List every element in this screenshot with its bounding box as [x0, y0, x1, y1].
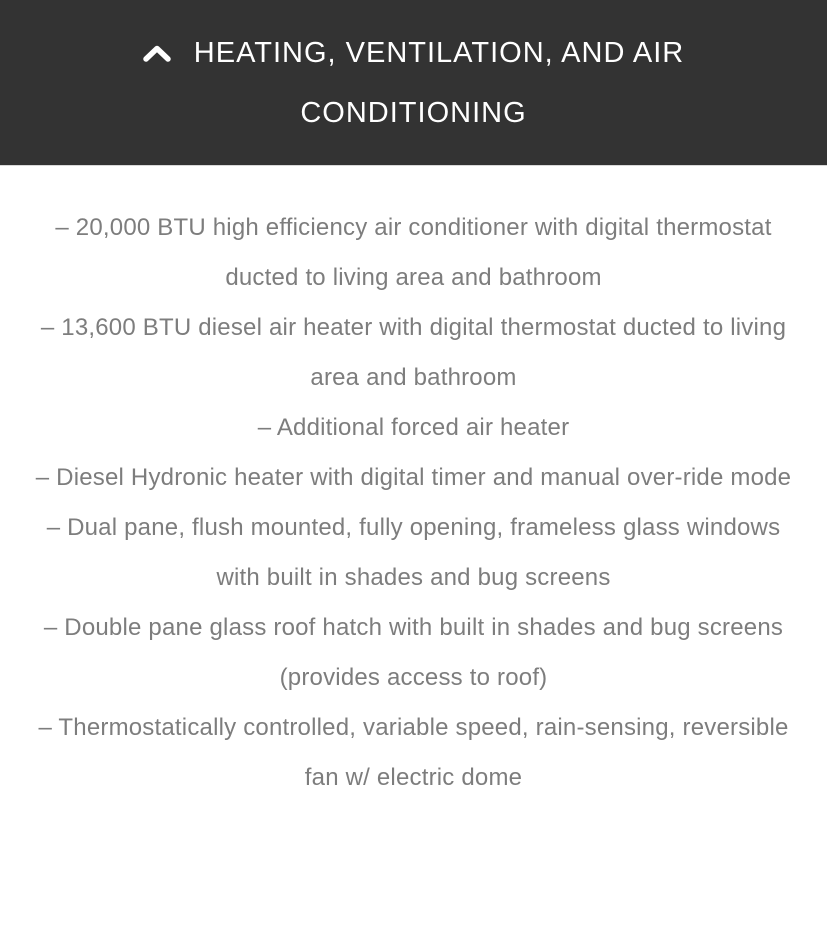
accordion-header-line1	[143, 23, 684, 83]
accordion-header-hvac[interactable]	[0, 0, 827, 166]
accordion-title-line1: HEATING, VENTILATION, AND AIR	[193, 36, 685, 69]
spec-item-roof-hatch: – Double pane glass roof hatch with built in shades and bug screens (provides access to roof)	[43, 614, 784, 691]
spec-item-windows: – Dual pane, flush mounted, fully opening, frameless glass windows with built in shades and bug screens	[46, 514, 781, 591]
spec-item-diesel-air-heater: – 13,600 BTU diesel air heater with digital thermostat ducted to living area and bathroom	[40, 314, 787, 391]
accordion-body	[0, 166, 827, 803]
accordion-title-line2: CONDITIONING	[300, 96, 527, 129]
spec-item-fan: – Thermostatically controlled, variable speed, rain-sensing, reversible fan w/ electric dome	[38, 714, 789, 791]
spec-item-air-conditioner: – 20,000 BTU high efficiency air conditioner with digital thermostat ducted to living area and bathroom	[55, 214, 772, 291]
spec-item-forced-air-heater: – Additional forced air heater	[257, 414, 570, 441]
spec-item-hydronic-heater: – Diesel Hydronic heater with digital timer and manual over-ride mode	[35, 464, 792, 491]
chevron-up-icon	[143, 44, 171, 64]
